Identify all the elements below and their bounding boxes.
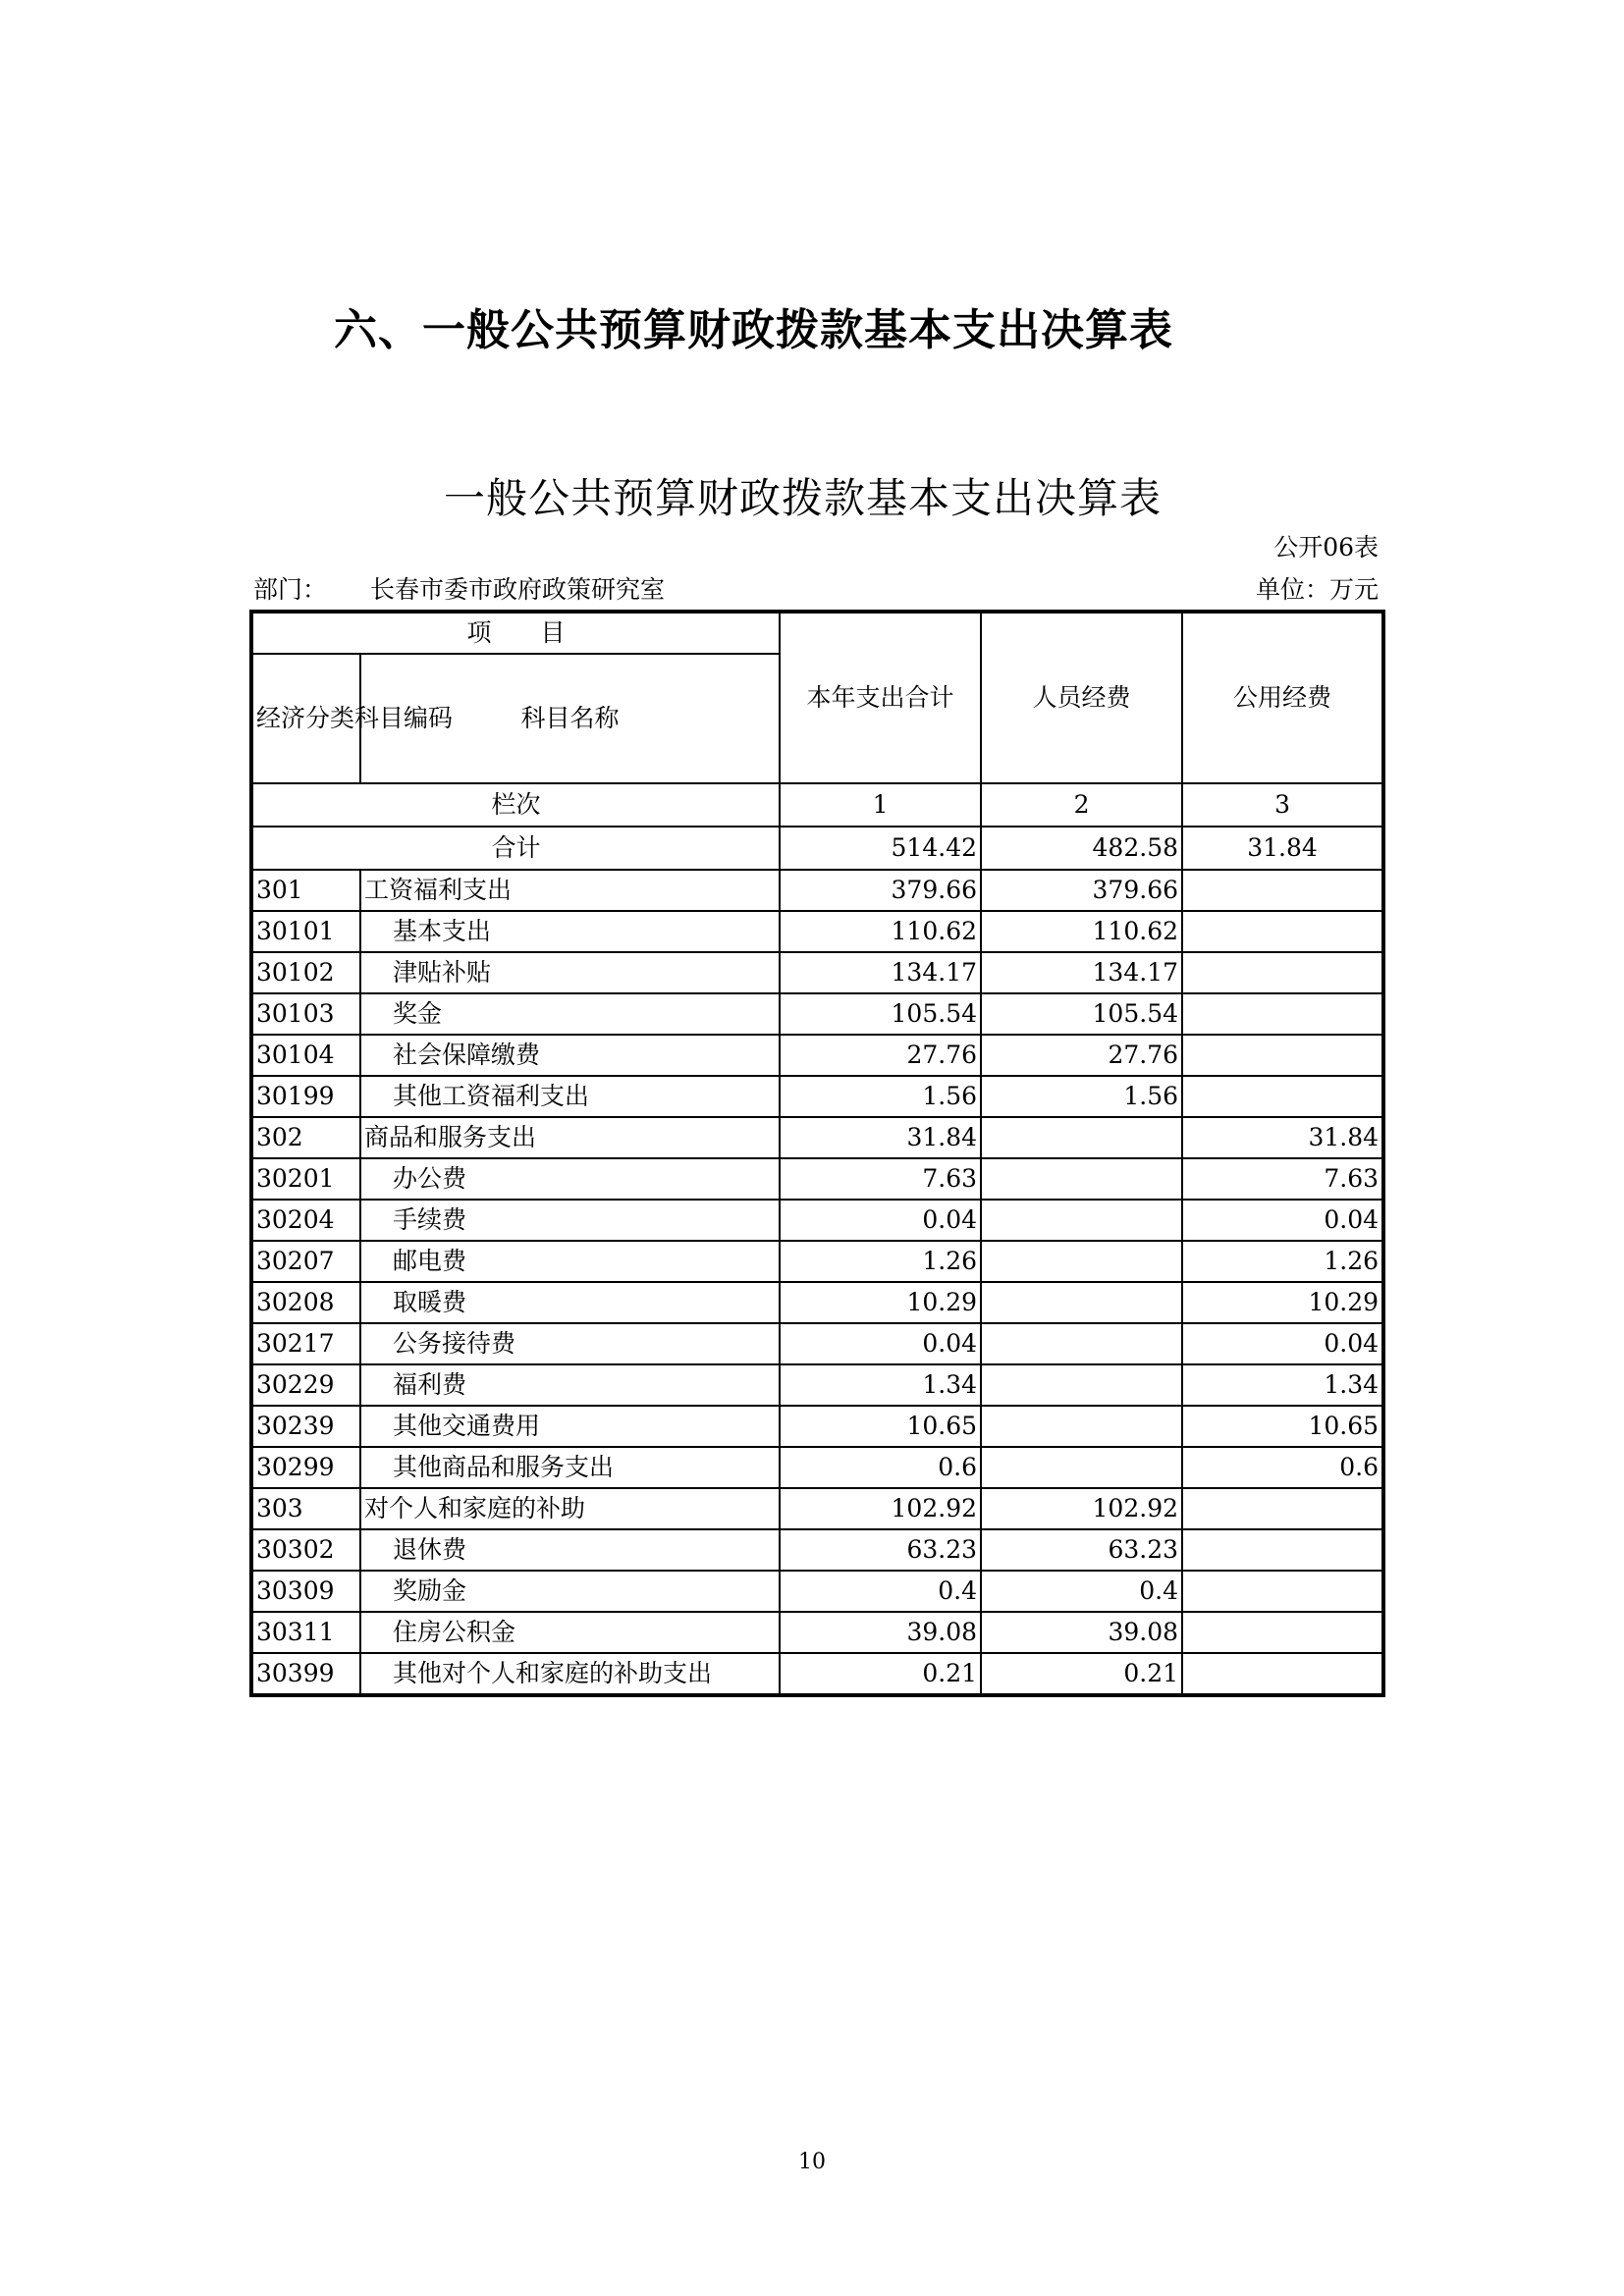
total-cell: 0.21	[780, 1653, 981, 1695]
header-row	[251, 612, 1383, 654]
personnel-cell	[981, 1406, 1182, 1447]
personnel-cell: 39.08	[981, 1612, 1182, 1653]
total-cell: 1.56	[780, 1076, 981, 1117]
name-cell: 邮电费	[360, 1241, 780, 1282]
name-cell: 取暖费	[360, 1282, 780, 1323]
table-row	[251, 1117, 1383, 1158]
total-cell: 10.65	[780, 1406, 981, 1447]
total-cell: 63.23	[780, 1529, 981, 1571]
personnel-cell: 379.66	[981, 870, 1182, 911]
public-cell	[1182, 993, 1383, 1035]
table-row	[251, 1406, 1383, 1447]
name-cell: 奖励金	[360, 1571, 780, 1612]
header-public: 公用经费	[1182, 612, 1383, 783]
code-cell: 30102	[251, 952, 360, 993]
code-cell: 30311	[251, 1612, 360, 1653]
personnel-cell	[981, 1200, 1182, 1241]
personnel-cell: 63.23	[981, 1529, 1182, 1571]
public-cell	[1182, 1035, 1383, 1076]
name-cell: 基本支出	[360, 911, 780, 952]
public-cell	[1182, 870, 1383, 911]
total-amount: 514.42	[780, 827, 981, 870]
code-cell: 303	[251, 1488, 360, 1529]
code-cell: 302	[251, 1117, 360, 1158]
total-cell: 10.29	[780, 1282, 981, 1323]
table-row	[251, 993, 1383, 1035]
total-cell: 27.76	[780, 1035, 981, 1076]
name-cell: 社会保障缴费	[360, 1035, 780, 1076]
personnel-cell: 102.92	[981, 1488, 1182, 1529]
total-cell: 31.84	[780, 1117, 981, 1158]
personnel-cell: 134.17	[981, 952, 1182, 993]
total-cell: 0.4	[780, 1571, 981, 1612]
public-cell: 0.04	[1182, 1200, 1383, 1241]
public-cell: 1.34	[1182, 1364, 1383, 1406]
total-cell: 105.54	[780, 993, 981, 1035]
column-label: 栏次	[251, 783, 780, 827]
table-row	[251, 1282, 1383, 1323]
code-cell: 30309	[251, 1571, 360, 1612]
name-cell: 其他对个人和家庭的补助支出	[360, 1653, 780, 1695]
table-row	[251, 1529, 1383, 1571]
column-number-1: 1	[780, 783, 981, 827]
page-number: 10	[798, 2150, 826, 2174]
name-cell: 其他交通费用	[360, 1406, 780, 1447]
public-cell	[1182, 911, 1383, 952]
section-heading: 六、一般公共预算财政拨款基本支出决算表	[334, 305, 1173, 355]
code-cell: 30207	[251, 1241, 360, 1282]
code-cell: 30302	[251, 1529, 360, 1571]
public-cell	[1182, 1076, 1383, 1117]
total-cell: 0.04	[780, 1323, 981, 1364]
name-cell: 其他商品和服务支出	[360, 1447, 780, 1488]
name-cell: 福利费	[360, 1364, 780, 1406]
expenditure-table	[249, 610, 1385, 1697]
header-item: 项 目	[251, 612, 780, 654]
code-cell: 30239	[251, 1406, 360, 1447]
personnel-cell: 0.21	[981, 1653, 1182, 1695]
code-cell: 30229	[251, 1364, 360, 1406]
personnel-cell	[981, 1447, 1182, 1488]
personnel-cell: 27.76	[981, 1035, 1182, 1076]
unit-label: 单位：万元	[1255, 575, 1379, 604]
total-cell: 39.08	[780, 1612, 981, 1653]
department-value: 长春市委市政府政策研究室	[370, 575, 666, 604]
public-cell: 0.04	[1182, 1323, 1383, 1364]
table-row	[251, 1035, 1383, 1076]
column-number-2: 2	[981, 783, 1182, 827]
table-row	[251, 1612, 1383, 1653]
personnel-cell: 0.4	[981, 1571, 1182, 1612]
name-cell: 办公费	[360, 1158, 780, 1200]
total-cell: 0.04	[780, 1200, 981, 1241]
total-label: 合计	[251, 827, 780, 870]
table-row	[251, 1158, 1383, 1200]
code-cell: 30208	[251, 1282, 360, 1323]
public-cell: 31.84	[1182, 1117, 1383, 1158]
code-cell: 30104	[251, 1035, 360, 1076]
table-row	[251, 1241, 1383, 1282]
header-name: 科目名称	[360, 654, 780, 783]
table-row	[251, 1200, 1383, 1241]
total-cell: 0.6	[780, 1447, 981, 1488]
personnel-cell	[981, 1323, 1182, 1364]
public-cell: 0.6	[1182, 1447, 1383, 1488]
personnel-cell: 110.62	[981, 911, 1182, 952]
personnel-cell: 1.56	[981, 1076, 1182, 1117]
personnel-cell	[981, 1117, 1182, 1158]
total-cell: 1.34	[780, 1364, 981, 1406]
personnel-cell	[981, 1241, 1182, 1282]
public-cell	[1182, 952, 1383, 993]
code-cell: 30299	[251, 1447, 360, 1488]
personnel-cell	[981, 1158, 1182, 1200]
table-title: 一般公共预算财政拨款基本支出决算表	[444, 474, 1163, 522]
total-public: 31.84	[1182, 827, 1383, 870]
public-cell	[1182, 1529, 1383, 1571]
name-cell: 工资福利支出	[360, 870, 780, 911]
table-row	[251, 1488, 1383, 1529]
total-cell: 110.62	[780, 911, 981, 952]
column-number-3: 3	[1182, 783, 1383, 827]
personnel-cell: 105.54	[981, 993, 1182, 1035]
code-cell: 301	[251, 870, 360, 911]
table-row	[251, 952, 1383, 993]
name-cell: 退休费	[360, 1529, 780, 1571]
code-cell: 30217	[251, 1323, 360, 1364]
department-line	[253, 570, 665, 606]
name-cell: 其他工资福利支出	[360, 1076, 780, 1117]
name-cell: 手续费	[360, 1200, 780, 1241]
total-cell: 134.17	[780, 952, 981, 993]
public-cell: 10.29	[1182, 1282, 1383, 1323]
name-cell: 津贴补贴	[360, 952, 780, 993]
total-personnel: 482.58	[981, 827, 1182, 870]
table-row	[251, 1364, 1383, 1406]
table-row	[251, 1076, 1383, 1117]
department-label: 部门：	[253, 575, 328, 604]
name-cell: 公务接待费	[360, 1323, 780, 1364]
form-code: 公开06表	[1273, 533, 1379, 561]
header-personnel: 人员经费	[981, 612, 1182, 783]
public-cell: 7.63	[1182, 1158, 1383, 1200]
total-cell: 379.66	[780, 870, 981, 911]
total-cell: 102.92	[780, 1488, 981, 1529]
code-cell: 30103	[251, 993, 360, 1035]
table-row	[251, 1447, 1383, 1488]
table-row	[251, 1571, 1383, 1612]
public-cell	[1182, 1612, 1383, 1653]
code-cell: 30101	[251, 911, 360, 952]
personnel-cell	[981, 1282, 1182, 1323]
public-cell: 10.65	[1182, 1406, 1383, 1447]
public-cell	[1182, 1488, 1383, 1529]
code-cell: 30201	[251, 1158, 360, 1200]
name-cell: 住房公积金	[360, 1612, 780, 1653]
header-code: 经济分类科目编码	[251, 654, 360, 783]
name-cell: 商品和服务支出	[360, 1117, 780, 1158]
total-row	[251, 827, 1383, 870]
header-total: 本年支出合计	[780, 612, 981, 783]
public-cell	[1182, 1653, 1383, 1695]
code-cell: 30399	[251, 1653, 360, 1695]
public-cell	[1182, 1571, 1383, 1612]
code-cell: 30204	[251, 1200, 360, 1241]
total-cell: 1.26	[780, 1241, 981, 1282]
name-cell: 奖金	[360, 993, 780, 1035]
table-row	[251, 911, 1383, 952]
total-cell: 7.63	[780, 1158, 981, 1200]
table-row	[251, 870, 1383, 911]
personnel-cell	[981, 1364, 1182, 1406]
public-cell: 1.26	[1182, 1241, 1383, 1282]
name-cell: 对个人和家庭的补助	[360, 1488, 780, 1529]
table-row	[251, 1653, 1383, 1695]
code-cell: 30199	[251, 1076, 360, 1117]
table-row	[251, 1323, 1383, 1364]
column-number-row	[251, 783, 1383, 827]
